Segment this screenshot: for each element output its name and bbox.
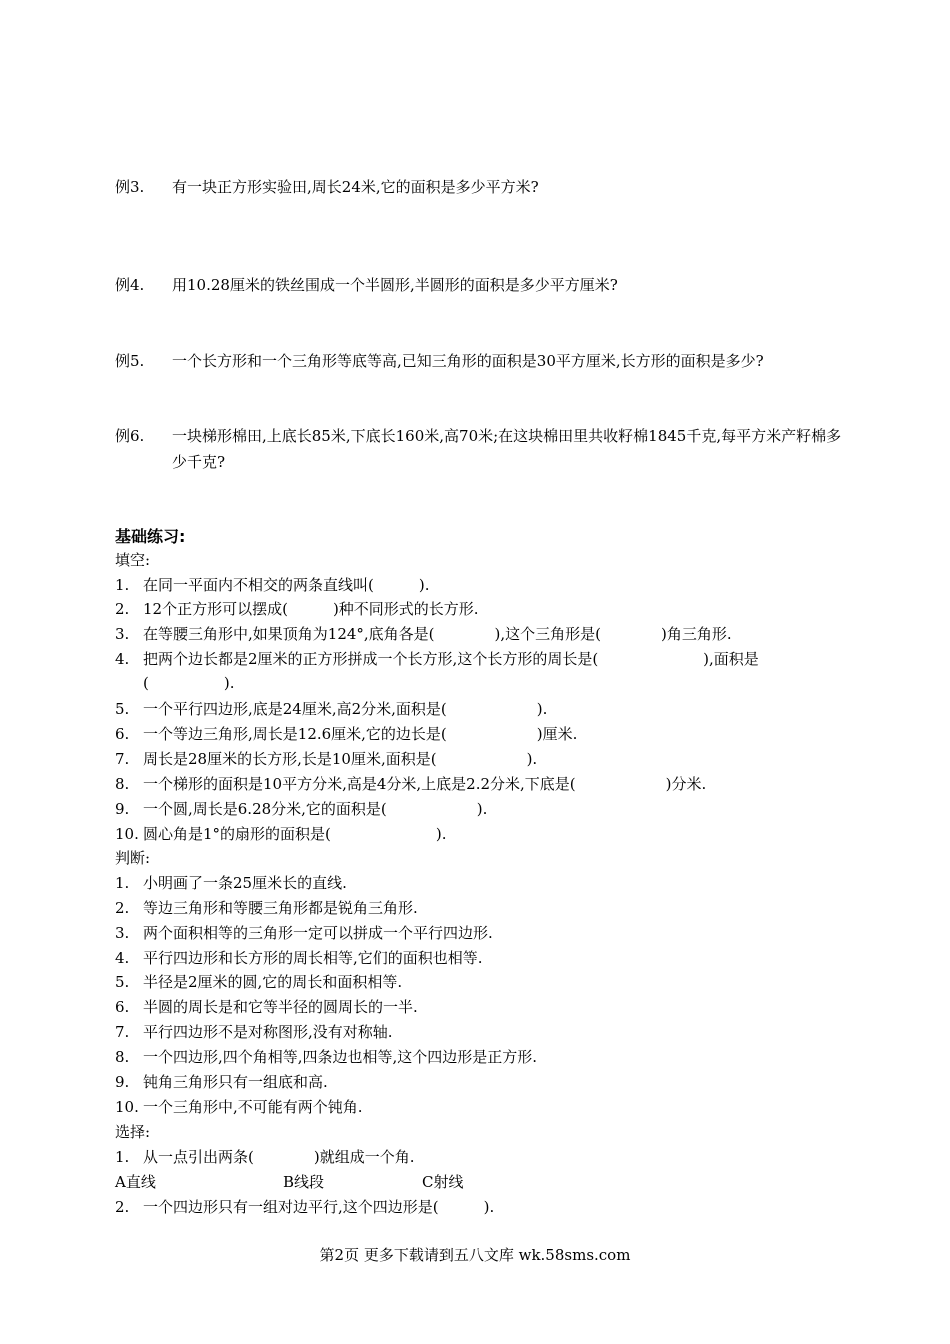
item-text: 平行四边形和长方形的周长相等,它们的面积也相等.: [143, 949, 483, 967]
item-text: 一个三角形中,不可能有两个钝角.: [143, 1098, 363, 1116]
fill-item: [115, 597, 840, 621]
item-text: 半径是2厘米的圆,它的周长和面积相等.: [143, 973, 403, 991]
example-label: 例5.: [115, 352, 145, 370]
item-text: 钝角三角形只有一组底和高.: [143, 1073, 328, 1091]
item-number: 10.: [115, 1098, 139, 1116]
example-5: [115, 348, 845, 374]
item-number: 10.: [115, 825, 139, 843]
choice-question-2: [115, 1195, 840, 1219]
item-number: 8.: [115, 1048, 130, 1066]
item-text: 在等腰三角形中,如果顶角为124°,底角各是( ),这个三角形是( )角三角形.: [143, 625, 732, 643]
item-text: 小明画了一条25厘米长的直线.: [143, 874, 347, 892]
example-text: 一块梯形棉田,上底长85米,下底长160米,高70米;在这块棉田里共收籽棉1845千克,每平方米产籽棉多少千克?: [172, 427, 842, 471]
item-text: 圆心角是1°的扇形的面积是( ).: [143, 825, 447, 843]
section-title: 基础练习:: [115, 527, 186, 546]
fill-item: [115, 573, 840, 597]
item-number: 6.: [115, 998, 130, 1016]
item-text: 平行四边形不是对称图形,没有对称轴.: [143, 1023, 393, 1041]
choice-options: [115, 1170, 615, 1194]
item-text: 把两个边长都是2厘米的正方形拼成一个长方形,这个长方形的周长是( ),面积是( ).: [143, 650, 759, 692]
item-text: 半圆的周长是和它等半径的圆周长的一半.: [143, 998, 418, 1016]
item-number: 1.: [115, 576, 130, 594]
fill-heading: 填空:: [115, 551, 151, 569]
judge-item: [115, 970, 840, 994]
judge-item: [115, 1045, 840, 1069]
item-number: 9.: [115, 800, 130, 818]
fill-item: [115, 647, 840, 695]
item-text: 12个正方形可以摆成( )种不同形式的长方形.: [143, 600, 479, 618]
option-a: A直线: [115, 1173, 156, 1191]
example-text: 用10.28厘米的铁丝围成一个半圆形,半圆形的面积是多少平方厘米?: [172, 276, 618, 294]
item-text: 两个面积相等的三角形一定可以拼成一个平行四边形.: [143, 924, 493, 942]
choice-heading: 选择:: [115, 1123, 151, 1141]
item-number: 3.: [115, 924, 130, 942]
judge-heading: 判断:: [115, 849, 151, 867]
fill-item: [115, 622, 840, 646]
item-text: 一个四边形,四个角相等,四条边也相等,这个四边形是正方形.: [143, 1048, 538, 1066]
example-6: [115, 423, 845, 475]
example-text: 有一块正方形实验田,周长24米,它的面积是多少平方米?: [172, 178, 539, 196]
item-number: 5.: [115, 700, 130, 718]
example-3: [115, 174, 845, 200]
judge-item: [115, 995, 840, 1019]
item-number: 3.: [115, 625, 130, 643]
item-text: 周长是28厘米的长方形,长是10厘米,面积是( ).: [143, 750, 538, 768]
item-number: 1.: [115, 874, 130, 892]
judge-item: [115, 946, 840, 970]
item-text: 在同一平面内不相交的两条直线叫( ).: [143, 576, 430, 594]
item-number: 1.: [115, 1148, 130, 1166]
example-label: 例4.: [115, 276, 145, 294]
item-text: 一个等边三角形,周长是12.6厘米,它的边长是( )厘米.: [143, 725, 578, 743]
item-number: 8.: [115, 775, 130, 793]
item-number: 4.: [115, 949, 130, 967]
fill-item: [115, 797, 840, 821]
fill-item: [115, 822, 840, 846]
judge-item: [115, 921, 840, 945]
item-text: 一个四边形只有一组对边平行,这个四边形是( ).: [143, 1198, 495, 1216]
example-text: 一个长方形和一个三角形等底等高,已知三角形的面积是30平方厘米,长方形的面积是多少?: [172, 352, 764, 370]
item-number: 2.: [115, 1198, 130, 1216]
judge-item: [115, 1020, 840, 1044]
item-text: 等边三角形和等腰三角形都是锐角三角形.: [143, 899, 418, 917]
item-number: 2.: [115, 899, 130, 917]
item-number: 2.: [115, 600, 130, 618]
example-label: 例3.: [115, 178, 145, 196]
fill-item: [115, 697, 840, 721]
fill-item: [115, 747, 840, 771]
item-text: 一个平行四边形,底是24厘米,高2分米,面积是( ).: [143, 700, 548, 718]
item-number: 9.: [115, 1073, 130, 1091]
item-number: 7.: [115, 1023, 130, 1041]
item-text: 一个圆,周长是6.28分米,它的面积是( ).: [143, 800, 488, 818]
judge-item: [115, 896, 840, 920]
item-number: 6.: [115, 725, 130, 743]
judge-item: [115, 1095, 840, 1119]
item-number: 7.: [115, 750, 130, 768]
item-number: 4.: [115, 650, 130, 668]
choice-question-1: [115, 1145, 840, 1169]
fill-item: [115, 772, 840, 796]
option-b: B线段: [283, 1173, 325, 1191]
example-4: [115, 272, 845, 298]
example-label: 例6.: [115, 427, 145, 445]
item-text: 一个梯形的面积是10平方分米,高是4分米,上底是2.2分米,下底是( )分米.: [143, 775, 707, 793]
judge-item: [115, 871, 840, 895]
option-c: C射线: [422, 1173, 464, 1191]
item-number: 5.: [115, 973, 130, 991]
judge-item: [115, 1070, 840, 1094]
page-footer: 第2页 更多下载请到五八文库 wk.58sms.com: [319, 1246, 631, 1264]
fill-item: [115, 722, 840, 746]
item-text: 从一点引出两条( )就组成一个角.: [143, 1148, 415, 1166]
